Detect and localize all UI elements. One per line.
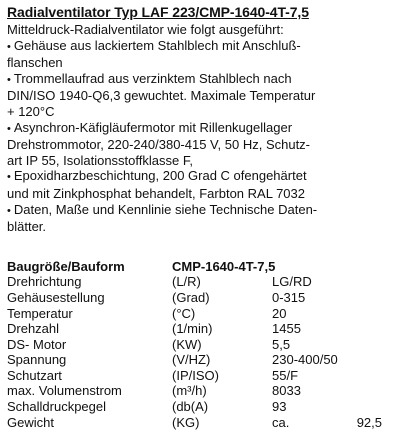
bullet-icon: • [7, 40, 11, 53]
spec-label: Gewicht [7, 414, 54, 430]
bullet-line: Gehäuse aus lackiertem Stahlblech mit Anschluß- [13, 37, 301, 53]
spec-value: 0-315 [272, 289, 306, 305]
bullet-icon: • [7, 122, 11, 135]
document [7, 4, 405, 430]
spec-label: Temperatur [7, 305, 73, 321]
spec-unit: (°C) [172, 305, 196, 321]
table-row [7, 399, 405, 415]
spec-unit: (Grad) [172, 289, 210, 305]
table-row [7, 383, 405, 399]
bullet-icon: • [7, 73, 11, 86]
spec-unit: (V/HZ) [172, 352, 211, 368]
bullet-list [7, 38, 405, 235]
spec-value: 20 [272, 305, 287, 321]
spec-label: Schalldruckpegel [7, 399, 107, 415]
table-row [7, 274, 405, 290]
spec-header-value: CMP-1640-4T-7,5 [172, 258, 276, 274]
bullet-item-coating [7, 168, 405, 201]
spec-label: Spannung [7, 352, 67, 368]
bullet-line: Daten, Maße und Kennlinie siehe Technische Daten- [13, 201, 318, 217]
table-row [7, 306, 405, 322]
spec-unit: (KG) [172, 414, 200, 430]
spec-value-prefix: ca. [272, 414, 290, 430]
spec-value: 8033 [272, 383, 301, 399]
spec-unit: (db(A) [172, 399, 209, 415]
bullet-line: + 120°C [7, 103, 55, 119]
spec-table [7, 259, 405, 431]
bullet-item-motor [7, 120, 405, 169]
spec-value: LG/RD [272, 274, 312, 290]
spec-value: 55/F [272, 367, 299, 383]
bullet-line: flanschen [7, 55, 63, 71]
bullet-line: art IP 55, Isolationsstoffklasse F, [7, 152, 193, 168]
table-row [7, 352, 405, 368]
bullet-line: Trommellaufrad aus verzinktem Stahlblech nach [13, 70, 292, 86]
spec-label: Gehäusestellung [7, 289, 105, 305]
bullet-line: und mit Zinkphosphat behandelt, Farbton RAL 7032 [7, 185, 305, 201]
table-row [7, 415, 405, 431]
spec-header-label: Baugröße/Bauform [7, 258, 125, 274]
spec-unit: (KW) [172, 336, 202, 352]
bullet-icon: • [7, 204, 11, 217]
bullet-line: blätter. [7, 219, 47, 235]
page-title: Radialventilator Typ LAF 223/CMP-1640-4T-7,5 [7, 4, 309, 20]
spec-label: max. Volumenstrom [7, 383, 122, 399]
bullet-line: Drehstrommotor, 220-240/380-415 V, 50 Hz, Schutz- [7, 137, 311, 153]
spec-unit: (1/min) [172, 321, 213, 337]
bullet-line: Epoxidharzbeschichtung, 200 Grad C ofengehärtet [13, 168, 307, 184]
spec-label: Schutzart [7, 367, 62, 383]
table-row [7, 368, 405, 384]
spec-label: DS- Motor [7, 336, 67, 352]
spec-value: 92,5 [356, 414, 382, 430]
table-row [7, 337, 405, 353]
bullet-line: DIN/ISO 1940-Q6,3 gewuchtet. Maximale Temperatur [7, 88, 316, 104]
spec-value: 230-400/50 [272, 352, 338, 368]
bullet-line: Asynchron-Käfigläufermotor mit Rillenkugellager [13, 119, 293, 135]
table-row [7, 321, 405, 337]
spec-label: Drehrichtung [7, 274, 82, 290]
spec-unit: (L/R) [172, 274, 201, 290]
spec-value: 93 [272, 399, 287, 415]
spec-unit: (IP/ISO) [172, 367, 219, 383]
spec-unit: (m³/h) [172, 383, 207, 399]
spec-header-row [7, 259, 405, 275]
intro-text: Mitteldruck-Radialventilator wie folgt ausgeführt: [7, 22, 284, 37]
bullet-item-housing [7, 38, 405, 71]
bullet-item-datasheets [7, 202, 405, 235]
spec-value-cell [272, 415, 405, 431]
spec-value: 5,5 [272, 336, 291, 352]
spec-label: Drehzahl [7, 321, 60, 337]
table-row [7, 290, 405, 306]
spec-value: 1455 [272, 321, 301, 337]
bullet-item-impeller [7, 71, 405, 120]
bullet-icon: • [7, 171, 11, 184]
